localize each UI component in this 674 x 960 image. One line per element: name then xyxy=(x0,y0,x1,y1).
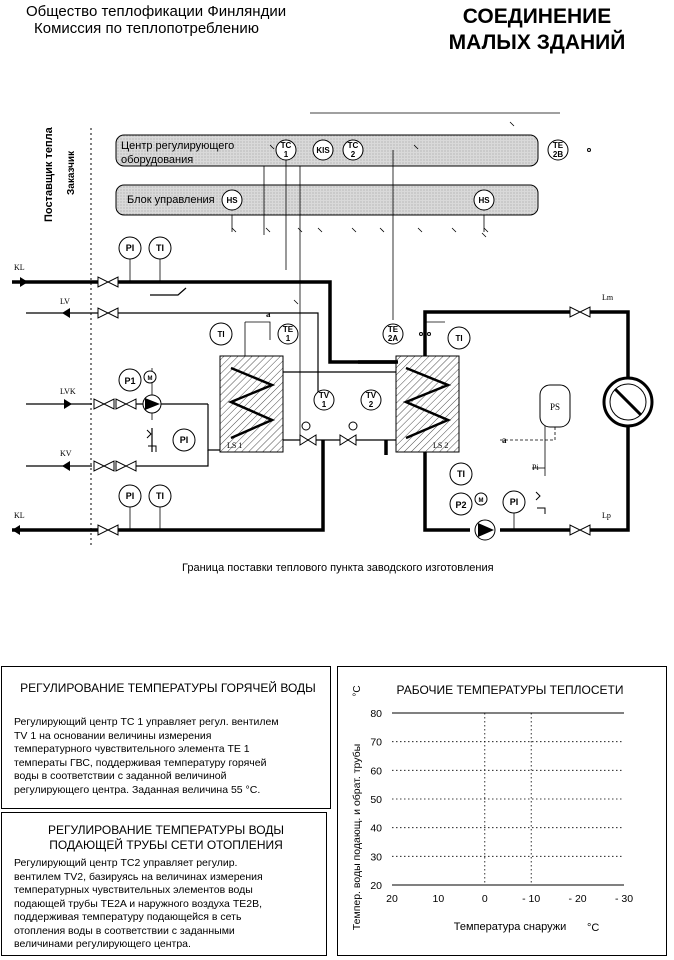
hot-water-text-line: Регулирующий центр TC 1 управляет регул. вентилем xyxy=(14,716,279,728)
ti-gauge-ls2 xyxy=(448,327,470,349)
pi-gauge-supply xyxy=(119,237,141,259)
org-line-2: Комиссия по теплопотреблению xyxy=(34,20,259,37)
heating-box-text xyxy=(14,857,318,952)
pi-small-label: Pi xyxy=(532,463,539,472)
svg-text:KL: KL xyxy=(14,263,25,272)
heating-regulation-box xyxy=(1,812,327,956)
svg-text:Lm: Lm xyxy=(602,293,614,302)
svg-text:2: 2 xyxy=(368,400,374,409)
hs-switch-right xyxy=(474,190,494,210)
svg-text:PI: PI xyxy=(179,435,189,445)
point-a-label: a xyxy=(266,309,271,319)
hot-water-regulation-box xyxy=(1,666,331,809)
control-valve-tv2 xyxy=(340,422,357,445)
tc1-controller xyxy=(276,140,296,160)
svg-text:LS 1: LS 1 xyxy=(227,441,243,450)
svg-text:TE: TE xyxy=(552,141,564,150)
kv-hot-water-outlet xyxy=(60,449,72,471)
pi-gauge-heating xyxy=(503,491,525,513)
chart-x-tick-label: 0 xyxy=(481,893,488,905)
control-center-label-1: Центр регулирующего xyxy=(121,140,235,152)
ti-gauge-ls1 xyxy=(210,323,232,345)
circulation-pump-p1 xyxy=(143,395,161,413)
svg-text:PI: PI xyxy=(125,491,135,501)
te2a-sensor xyxy=(383,324,403,344)
ti-gauge-heating xyxy=(450,463,472,485)
tv2-valve-label xyxy=(361,390,381,410)
p2-pump-label xyxy=(450,493,472,515)
heating-text-line: вентилем TV2, базируясь на величинах измерения xyxy=(14,870,263,883)
circulation-pump-p2 xyxy=(475,520,495,540)
svg-text:TV: TV xyxy=(365,391,377,400)
pressure-vessel-ps xyxy=(540,385,570,427)
svg-text:KV: KV xyxy=(60,449,72,458)
tc2-controller xyxy=(343,140,363,160)
operating-temperatures-chart-box xyxy=(337,666,667,956)
lv-return-outlet xyxy=(60,297,70,318)
supplier-label: Поставщик тепла xyxy=(43,127,55,222)
heating-text-line: величинами регулирующего центра. xyxy=(14,938,191,950)
heating-text-line: температурных чувствительных элементов воды xyxy=(14,884,253,896)
hot-water-text-line: TV 1 на основании величины измерения xyxy=(14,729,212,742)
operating-temperatures-chart xyxy=(338,667,666,955)
svg-text:TI: TI xyxy=(156,491,164,501)
svg-text:TC: TC xyxy=(347,141,359,150)
chart-x-tick-label: 20 xyxy=(386,893,398,905)
safety-valve-heating xyxy=(536,492,545,514)
chart-y-tick-label: 50 xyxy=(370,794,382,806)
svg-text:1: 1 xyxy=(285,334,291,343)
point-a-label-right: a xyxy=(502,435,507,445)
chart-y-tick-label: 80 xyxy=(370,708,382,720)
te1-sensor xyxy=(278,324,298,344)
shutoff-valve-kl-out xyxy=(98,525,108,535)
svg-text:KIS: KIS xyxy=(316,146,330,155)
svg-text:TI: TI xyxy=(457,469,465,479)
heating-text-line: поддерживая температуру подающейся в сеть xyxy=(14,911,242,923)
chart-y-tick-label: 40 xyxy=(370,822,382,835)
heating-text-line: отопления воды в соответствии с заданными xyxy=(14,924,235,937)
hot-water-text-line: температы ГВС, поддерживая температуру горячей xyxy=(14,756,267,769)
control-valve-tv1 xyxy=(300,422,316,445)
title-line-2: МАЛЫХ ЗДАНИЙ xyxy=(448,31,626,54)
chart-y-tick-label: 30 xyxy=(370,851,382,864)
tv1-valve-label xyxy=(314,390,334,410)
svg-text:TE: TE xyxy=(282,325,294,334)
kis-instrument xyxy=(313,140,333,160)
chart-x-axis-unit: °С xyxy=(587,922,600,934)
chart-x-axis-label: Температура снаружи xyxy=(453,921,567,933)
svg-text:PS: PS xyxy=(549,402,561,412)
control-center-label-2: оборудования xyxy=(121,154,194,166)
svg-text:TI: TI xyxy=(455,334,463,343)
svg-text:HS: HS xyxy=(478,196,490,205)
svg-text:2: 2 xyxy=(350,150,356,159)
hot-water-text-line: регулирующего центра. Заданная величина 55 °С. xyxy=(14,783,261,796)
chart-y-axis-label: Темпер. воды подающ. и обрат. трубы xyxy=(351,743,363,931)
svg-text:TC: TC xyxy=(280,141,292,150)
svg-text:PI: PI xyxy=(125,243,135,253)
org-line-1: Общество теплофикации Финляндии xyxy=(26,3,287,20)
svg-text:HS: HS xyxy=(226,196,238,205)
svg-text:PI: PI xyxy=(509,497,519,507)
chart-y-tick-label: 60 xyxy=(370,765,382,778)
chart-title: РАБОЧИЕ ТЕМПЕРАТУРЫ ТЕПЛОСЕТИ xyxy=(396,683,624,697)
chart-y-tick-label: 70 xyxy=(370,736,382,749)
hot-water-box-title: РЕГУЛИРОВАНИЕ ТЕМПЕРАТУРЫ ГОРЯЧЕЙ ВОДЫ xyxy=(20,681,316,695)
heating-text-line: Регулирующий центр TC2 управляет регулир. xyxy=(14,857,238,869)
shutoff-valve-lvk xyxy=(94,399,136,409)
chart-x-tick-label: - 10 xyxy=(522,893,541,905)
chart-x-tick-label: - 20 xyxy=(568,893,587,905)
chart-y-axis-unit: °С xyxy=(352,685,363,697)
chart-x-tick-label: - 30 xyxy=(614,893,634,905)
pi-gauge-cold xyxy=(173,429,195,451)
chart-x-tick-label: 10 xyxy=(432,893,445,905)
svg-text:2B: 2B xyxy=(552,150,564,159)
svg-text:P1: P1 xyxy=(124,376,136,386)
hs-switch-left xyxy=(222,190,242,210)
svg-text:M: M xyxy=(478,498,484,504)
control-block-label: Блок управления xyxy=(127,194,215,206)
te2b-outdoor-sensor xyxy=(548,140,568,160)
svg-text:TI: TI xyxy=(217,330,225,339)
motor-m2 xyxy=(475,493,487,505)
heat-exchanger-ls1 xyxy=(220,356,283,452)
ti-gauge-supply xyxy=(149,237,171,259)
svg-text:M: M xyxy=(147,376,153,382)
svg-text:2A: 2A xyxy=(387,334,399,343)
shutoff-valve-kv xyxy=(94,461,136,471)
shutoff-valve-kl-in xyxy=(98,277,108,287)
heating-text-line: подающей трубы TE2A и наружного воздуха TE2B, xyxy=(14,897,262,910)
pi-gauge-return xyxy=(119,485,141,507)
svg-text:KL: KL xyxy=(14,511,25,520)
hot-water-text-line: воды в соответствии с заданной величиной xyxy=(14,770,227,782)
p1-pump-label xyxy=(119,369,141,391)
hot-water-text-line: температурного чувствительного элемента TE 1 xyxy=(14,743,250,755)
hot-water-box-text xyxy=(14,716,322,797)
svg-text:1: 1 xyxy=(321,400,327,409)
svg-text:LS 2: LS 2 xyxy=(433,441,449,450)
boundary-caption: Граница поставки теплового пункта заводского изготовления xyxy=(182,562,494,574)
chart-y-tick-label: 20 xyxy=(370,880,382,892)
heating-box-title-2: ПОДАЮЩЕЙ ТРУБЫ СЕТИ ОТОПЛЕНИЯ xyxy=(49,838,283,852)
svg-text:LVK: LVK xyxy=(60,387,76,396)
svg-text:1: 1 xyxy=(283,150,289,159)
shutoff-valve-lv xyxy=(98,308,108,318)
svg-text:Lp: Lp xyxy=(602,511,611,520)
heating-box-title-1: РЕГУЛИРОВАНИЕ ТЕМПЕРАТУРЫ ВОДЫ xyxy=(47,823,285,837)
heat-exchanger-ls2 xyxy=(396,356,459,452)
svg-text:TI: TI xyxy=(156,243,164,253)
ti-gauge-return xyxy=(149,485,171,507)
svg-text:P2: P2 xyxy=(455,500,467,510)
lvk-cold-water-inlet xyxy=(60,387,76,409)
svg-text:TV: TV xyxy=(318,391,330,400)
title-line-1: СОЕДИНЕНИЕ xyxy=(462,5,612,28)
radiator-consumer xyxy=(604,378,652,426)
svg-text:LV: LV xyxy=(60,297,70,306)
customer-label: Заказчик xyxy=(66,150,77,195)
svg-text:TE: TE xyxy=(387,325,399,334)
motor-m1 xyxy=(144,371,156,383)
